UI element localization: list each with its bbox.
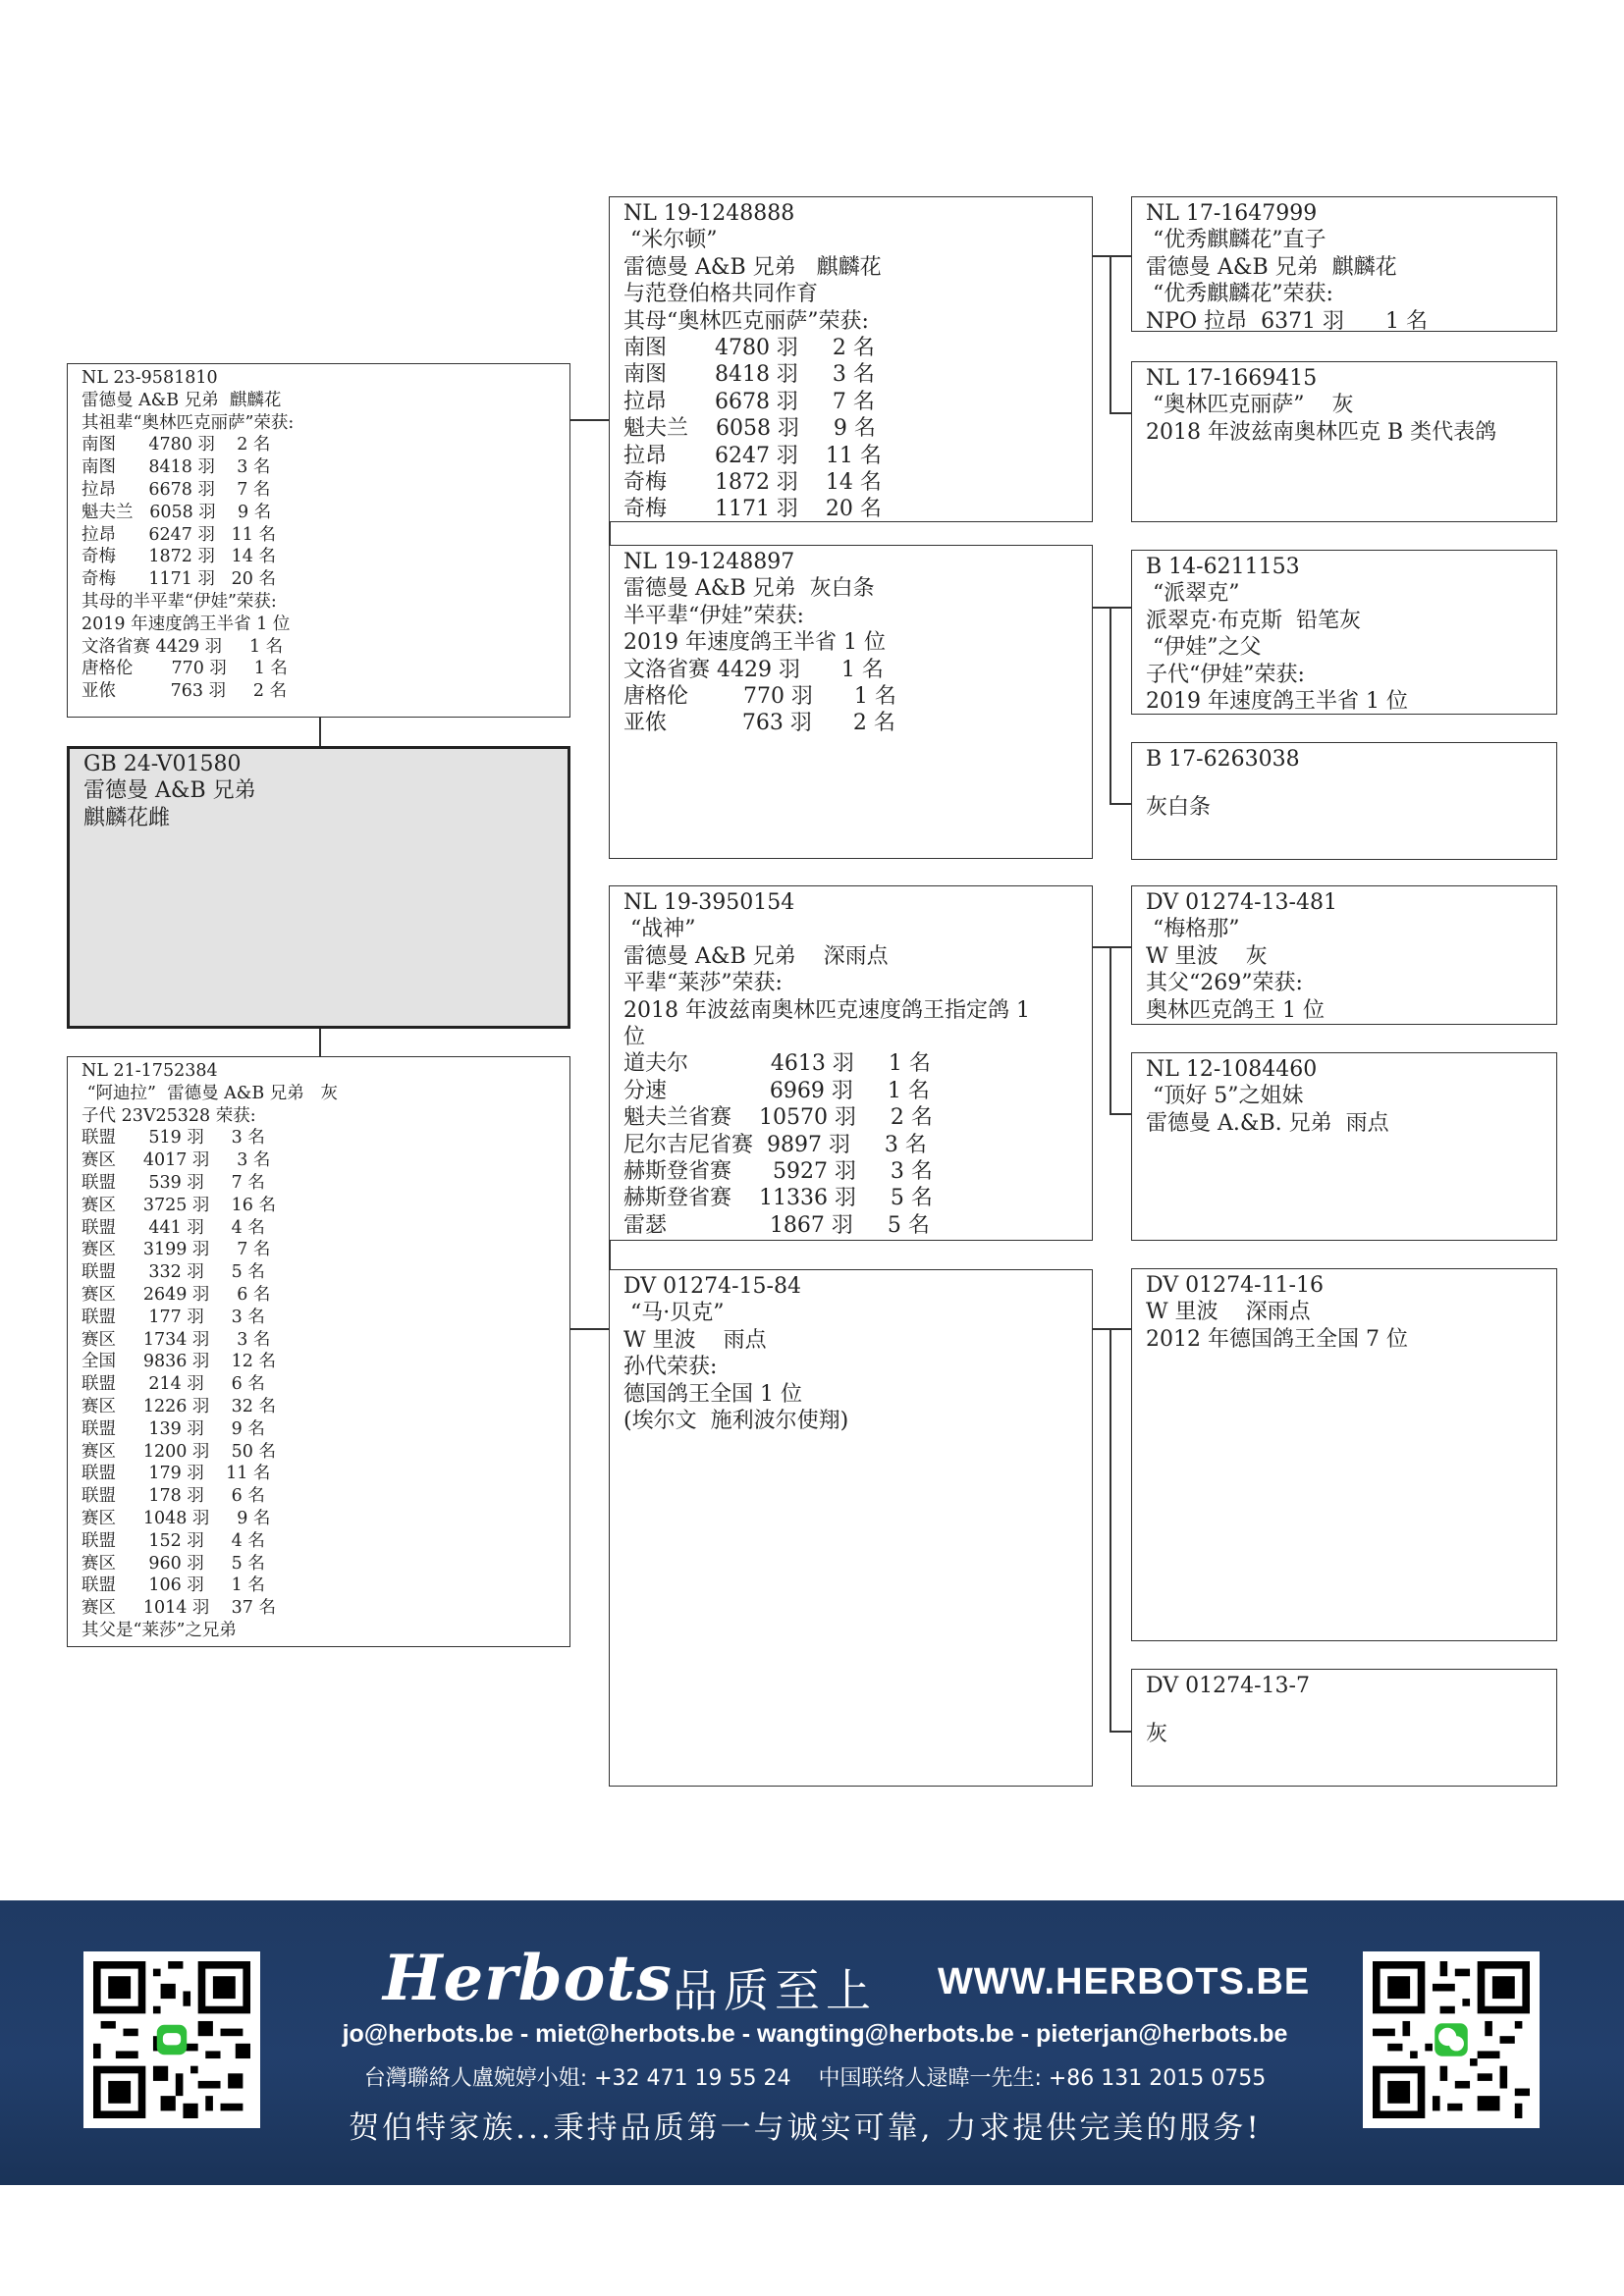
pedigree-line: 赛区 1014 羽 37 名 <box>81 1598 276 1619</box>
pedigree-line: W 里波 深雨点 <box>1146 1300 1311 1325</box>
sire-box <box>67 363 570 718</box>
pedigree-line: W 里波 雨点 <box>623 1327 767 1353</box>
pedigree-line: 魁夫兰省赛 10570 羽 2 名 <box>623 1105 933 1131</box>
ring-number: NL 21-1752384 <box>81 1061 218 1081</box>
website-link[interactable]: WWW.HERBOTS.BE <box>938 1961 1311 2002</box>
pedigree-line: 雷德曼 A&B 兄弟 麒麟花 <box>623 254 882 280</box>
dds-box <box>1131 1268 1557 1641</box>
pedigree-line: 2019 年速度鸽王半省 1 位 <box>81 614 291 634</box>
pedigree-line: “顶好 5”之姐妹 <box>1146 1084 1304 1109</box>
pedigree-line: 半平辈“伊娃”荣获: <box>623 603 804 628</box>
pedigree-line: 拉昂 6247 羽 11 名 <box>623 443 882 468</box>
pedigree-line: 赛区 3725 羽 16 名 <box>81 1195 276 1215</box>
pedigree-line: 麒麟花雌 <box>83 805 171 830</box>
pedigree-line: 文洛省赛 4429 羽 1 名 <box>623 657 884 682</box>
pedigree-line: 灰 <box>1146 1722 1168 1747</box>
pedigree-line: 雷瑟 1867 羽 5 名 <box>623 1212 930 1238</box>
pedigree-line: 联盟 332 羽 5 名 <box>81 1262 265 1283</box>
pedigree-line: 赛区 1734 羽 3 名 <box>81 1329 271 1350</box>
pedigree-line: 亚侬 763 羽 2 名 <box>81 681 288 702</box>
pedigree-line: 位 <box>623 1025 646 1050</box>
pedigree-line: 赛区 1226 羽 32 名 <box>81 1396 276 1416</box>
pedigree-line: 子代 23V25328 荣获: <box>81 1105 256 1126</box>
pedigree-line: 联盟 106 羽 1 名 <box>81 1575 265 1596</box>
pedigree-line: 赛区 4017 羽 3 名 <box>81 1150 271 1171</box>
pedigree-line: “伊娃”之父 <box>1146 635 1262 661</box>
pedigree-line: “奥林匹克丽萨” 灰 <box>1146 393 1354 418</box>
pedigree-line: 南图 4780 羽 2 名 <box>81 435 271 455</box>
pedigree-line <box>1146 1699 1543 1721</box>
pedigree-line: 拉昂 6247 羽 11 名 <box>81 524 276 545</box>
qr-code-line <box>83 1951 260 2128</box>
pedigree-line: 赛区 960 羽 5 名 <box>81 1553 265 1574</box>
pedigree-line: “优秀麒麟花”荣获: <box>1146 282 1333 307</box>
pedigree-line <box>1146 773 1543 794</box>
sss-box <box>1131 196 1557 332</box>
pedigree-line: 分速 6969 羽 1 名 <box>623 1078 930 1103</box>
pedigree-line: 2018 年波兹南奥林匹克速度鸽王指定鸽 1 <box>623 997 1030 1023</box>
pedigree-line: 南图 4780 羽 2 名 <box>623 336 875 361</box>
ring-number: B 14-6211153 <box>1146 555 1300 579</box>
pedigree-line: 雷德曼 A&B 兄弟 麒麟花 <box>81 390 282 410</box>
ring-number: DV 01274-13-7 <box>1146 1674 1310 1698</box>
pedigree-line: (埃尔文 施利波尔使翔) <box>623 1409 849 1434</box>
pedigree-line: 联盟 178 羽 6 名 <box>81 1486 265 1507</box>
pedigree-line: 雷德曼 A&B 兄弟 麒麟花 <box>1146 254 1397 280</box>
pedigree-line: 奇梅 1872 羽 14 名 <box>81 547 276 567</box>
pedigree-line: 雷德曼 A&B 兄弟 深雨点 <box>623 943 889 969</box>
pedigree-line: 联盟 441 羽 4 名 <box>81 1217 265 1238</box>
pedigree-line: 其母“奥林匹克丽萨”荣获: <box>623 308 869 334</box>
pedigree-line: “米尔顿” <box>623 228 718 253</box>
pedigree-line: 2019 年速度鸽王半省 1 位 <box>1146 689 1408 715</box>
pedigree-line: 联盟 177 羽 3 名 <box>81 1307 265 1327</box>
pedigree-line: 赫斯登省赛 11336 羽 5 名 <box>623 1186 933 1211</box>
qr-code-right-icon <box>1373 1961 1530 2118</box>
pedigree-line: 2019 年速度鸽王半省 1 位 <box>623 630 886 656</box>
dam-dam-box <box>609 1269 1093 1787</box>
pedigree-line: 其母的半平辈“伊娃”荣获: <box>81 591 277 612</box>
footer-banner <box>0 1900 1624 2185</box>
pedigree-line: 奇梅 1171 羽 20 名 <box>623 497 882 522</box>
pedigree-line: 赛区 2649 羽 6 名 <box>81 1284 271 1305</box>
pedigree-line: 南图 8418 羽 3 名 <box>623 362 875 388</box>
pedigree-line: 拉昂 6678 羽 7 名 <box>623 389 875 414</box>
pedigree-line: 平辈“莱莎”荣获: <box>623 971 783 996</box>
pedigree-line: 联盟 152 羽 4 名 <box>81 1530 265 1551</box>
pedigree-line: 2018 年波兹南奥林匹克 B 类代表鸽 <box>1146 419 1497 445</box>
email-list[interactable]: jo@herbots.be - miet@herbots.be - wangting@herbots.be - pieterjan@herbots.be <box>342 2020 1288 2048</box>
sire-sire-box <box>609 196 1093 522</box>
pedigree-line: “马·贝克” <box>623 1301 725 1326</box>
pedigree-line: 德国鸽王全国 1 位 <box>623 1381 802 1407</box>
pedigree-line: 联盟 214 羽 6 名 <box>81 1374 265 1395</box>
pedigree-line: 唐格伦 770 羽 1 名 <box>81 659 288 679</box>
ssd-box <box>1131 361 1557 522</box>
pedigree-line: 灰白条 <box>1146 795 1212 821</box>
pedigree-line: 奥林匹克鸽王 1 位 <box>1146 997 1325 1023</box>
brand-row <box>373 1942 1311 2018</box>
pedigree-line: 赛区 3199 羽 7 名 <box>81 1240 271 1260</box>
ddd-box <box>1131 1669 1557 1787</box>
pedigree-line: 魁夫兰 6058 羽 9 名 <box>81 502 272 522</box>
pedigree-line: 雷德曼 A&B 兄弟 灰白条 <box>623 576 875 602</box>
ring-number: NL 23-9581810 <box>81 368 218 388</box>
pedigree-line: 其祖辈“奥林匹克丽萨”荣获: <box>81 412 295 433</box>
pedigree-line: 文洛省赛 4429 羽 1 名 <box>81 636 284 657</box>
pedigree-line: 雷德曼 A&B 兄弟 <box>83 778 256 804</box>
ring-number: NL 17-1647999 <box>1146 201 1318 226</box>
pedigree-line: 雷德曼 A.&B. 兄弟 雨点 <box>1146 1110 1389 1136</box>
ring-number: DV 01274-15-84 <box>623 1274 801 1299</box>
herbots-logo: Herbots <box>383 1942 673 2015</box>
pedigree-line: “优秀麒麟花”直子 <box>1146 228 1326 253</box>
pedigree-line: 联盟 519 羽 3 名 <box>81 1128 265 1148</box>
pedigree-line: 奇梅 1171 羽 20 名 <box>81 569 276 590</box>
pedigree-line: 联盟 139 羽 9 名 <box>81 1418 265 1439</box>
dam-box <box>67 1056 570 1647</box>
pedigree-line: 赛区 1200 羽 50 名 <box>81 1441 276 1462</box>
qr-code-left-icon <box>93 1961 250 2118</box>
brand-slogan: 品质至上 <box>673 1964 877 2017</box>
pedigree-line: 道夫尔 4613 羽 1 名 <box>623 1051 931 1077</box>
dam-sire-box <box>609 885 1093 1241</box>
pedigree-line: 联盟 179 羽 11 名 <box>81 1464 271 1484</box>
pedigree-line: “阿迪拉” 雷德曼 A&B 兄弟 灰 <box>81 1083 338 1103</box>
sdd-box <box>1131 742 1557 860</box>
pedigree-line: NPO 拉昂 6371 羽 1 名 <box>1146 308 1428 332</box>
pedigree-line: 拉昂 6678 羽 7 名 <box>81 479 271 500</box>
pedigree-line: “战神” <box>623 917 696 942</box>
pedigree-line: 子代“伊娃”荣获: <box>1146 662 1305 687</box>
ring-number: DV 01274-11-16 <box>1146 1273 1324 1298</box>
pedigree-line: “派翠克” <box>1146 581 1240 607</box>
dsd-box <box>1131 1052 1557 1241</box>
pedigree-line: W 里波 灰 <box>1146 943 1268 969</box>
qr-code-wechat <box>1363 1951 1540 2128</box>
pedigree-line: 联盟 539 羽 7 名 <box>81 1172 265 1193</box>
pedigree-line: 其父“269”荣获: <box>1146 971 1303 996</box>
pedigree-line: 唐格伦 770 羽 1 名 <box>623 684 896 710</box>
pedigree-line: 尼尔吉尼省赛 9897 羽 3 名 <box>623 1132 927 1157</box>
ring-number: NL 19-1248888 <box>623 201 795 226</box>
pedigree-line: 其父是“莱莎”之兄弟 <box>81 1620 237 1640</box>
pedigree-line: 亚侬 763 羽 2 名 <box>623 711 895 736</box>
pedigree-line: 2012 年德国鸽王全国 7 位 <box>1146 1326 1408 1352</box>
pedigree-line: 派翠克·布克斯 铅笔灰 <box>1146 608 1361 633</box>
contact-info: 台灣聯絡人盧婉婷小姐: +32 471 19 55 24 中国联络人逯暐一先生: +86 131 2015 0755 <box>363 2066 1267 2091</box>
ring-number: NL 17-1669415 <box>1146 366 1318 391</box>
pedigree-line: 与范登伯格共同作育 <box>623 282 819 307</box>
pedigree-line: 赫斯登省赛 5927 羽 3 名 <box>623 1159 933 1185</box>
sire-dam-box <box>609 545 1093 859</box>
pedigree-line: 赛区 1048 羽 9 名 <box>81 1508 271 1528</box>
pedigree-line: “梅格那” <box>1146 917 1240 942</box>
ring-number: GB 24-V01580 <box>83 752 242 776</box>
family-motto: 贺伯特家族...秉持品质第一与诚实可靠, 力求提供完美的服务! <box>349 2110 1262 2146</box>
pedigree-line: 奇梅 1872 羽 14 名 <box>623 470 882 496</box>
sds-box <box>1131 550 1557 715</box>
ring-number: B 17-6263038 <box>1146 747 1300 772</box>
ring-number: NL 12-1084460 <box>1146 1057 1318 1082</box>
pedigree-line: 全国 9836 羽 12 名 <box>81 1352 276 1372</box>
dss-box <box>1131 885 1557 1025</box>
ring-number: DV 01274-13-481 <box>1146 890 1337 915</box>
pedigree-line: 南图 8418 羽 3 名 <box>81 457 271 478</box>
ring-number: NL 19-3950154 <box>623 890 795 915</box>
pedigree-line: 孙代荣获: <box>623 1355 718 1380</box>
ring-number: NL 19-1248897 <box>623 550 795 574</box>
pedigree-line: 魁夫兰 6058 羽 9 名 <box>623 416 876 442</box>
subject-box <box>67 746 570 1029</box>
